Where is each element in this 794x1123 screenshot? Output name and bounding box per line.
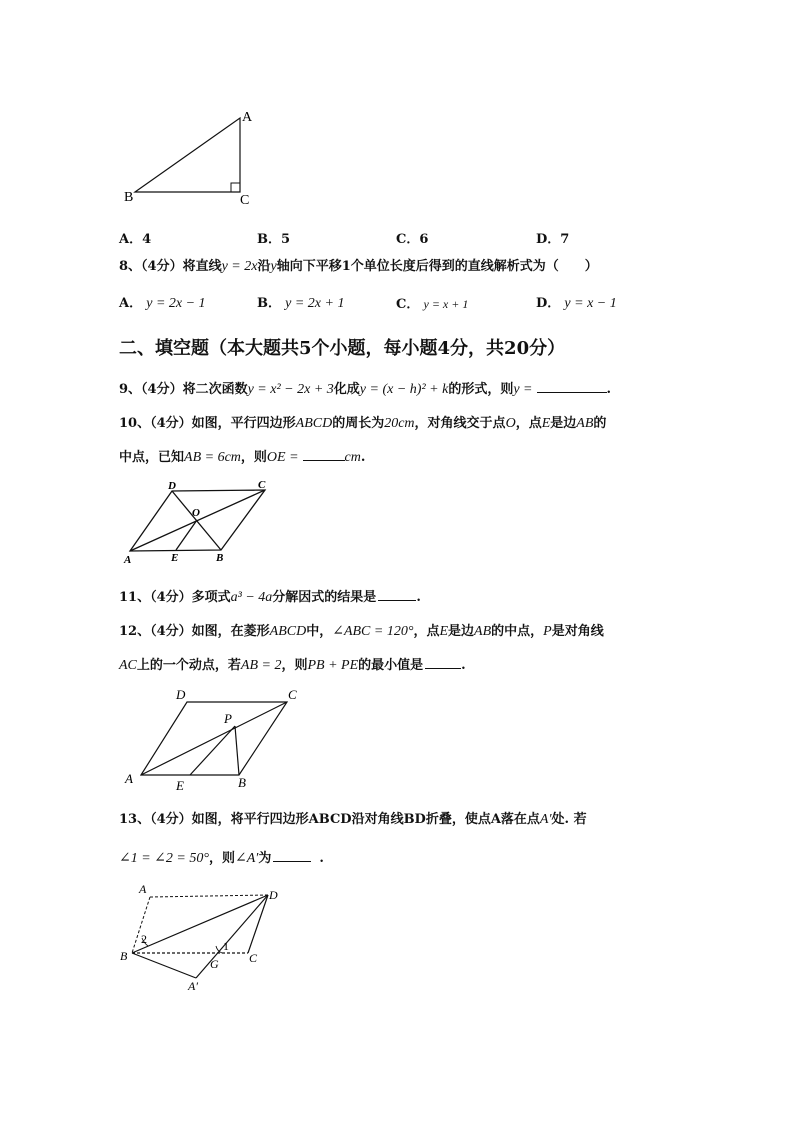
section-2-title: 二、填空题（本大题共5个小题，每小题4分，共20分） bbox=[119, 338, 566, 359]
rhombus-figure-q12 bbox=[120, 686, 310, 794]
q8-var: y bbox=[270, 259, 277, 274]
angle-label-2: 2 bbox=[141, 932, 147, 946]
q13-answer-blank[interactable] bbox=[273, 847, 311, 862]
vertex-label-b: B bbox=[124, 190, 134, 205]
q7-option-d: D．7 bbox=[536, 232, 570, 247]
vertex-label-a: A bbox=[124, 554, 132, 566]
q8-option-b: B． y = 2x + 1 bbox=[257, 296, 345, 311]
point-label-p: P bbox=[224, 711, 232, 726]
angle-label-1: 1 bbox=[223, 939, 229, 953]
q8-num: 8、（4分）将直线 bbox=[119, 259, 222, 274]
vertex-label-a: A bbox=[139, 882, 147, 896]
vertex-label-c: C bbox=[240, 193, 250, 208]
vertex-label-d: D bbox=[269, 888, 278, 902]
q7-option-c: C．6 bbox=[396, 232, 429, 247]
q8-option-c: C． y = x + 1 bbox=[396, 297, 469, 312]
vertex-label-a: A bbox=[125, 771, 133, 786]
question-11: 11、（4分）多项式a³ − 4a分解因式的结果是 . bbox=[119, 586, 421, 607]
point-label-e: E bbox=[176, 778, 184, 793]
point-label-e: E bbox=[171, 552, 179, 564]
q9-answer-blank[interactable] bbox=[537, 378, 607, 393]
question-13-line1: 13、（4分）如图，将平行四边形ABCD沿对角线BD折叠，使点A落在点A′处. 若 bbox=[119, 812, 587, 827]
q10-answer-blank[interactable] bbox=[303, 446, 345, 461]
q11-answer-blank[interactable] bbox=[378, 586, 416, 601]
vertex-label-a: A bbox=[242, 110, 253, 125]
question-8-stem bbox=[119, 258, 598, 276]
question-10-line1: 10、（4分）如图，平行四边形ABCD的周长为20cm，对角线交于点O，点E是边AB的 bbox=[119, 416, 607, 431]
vertex-label-c: C bbox=[288, 687, 297, 702]
q8-rest: 轴向下平移1个单位长度后得到的直线解析式为（ ） bbox=[276, 259, 598, 274]
question-13-line2: ∠1 = ∠2 = 50°，则∠A′为 . bbox=[119, 847, 324, 868]
point-label-g: G bbox=[210, 957, 219, 971]
question-12-line2: AC上的一个动点，若AB = 2，则PB + PE的最小值是 . bbox=[119, 654, 466, 675]
q7-option-a: A．4 bbox=[119, 232, 152, 247]
question-9: 9、（4分）将二次函数y = x² − 2x + 3化成y = (x − h)² + k的形式，则y = . bbox=[119, 378, 611, 399]
q12-answer-blank[interactable] bbox=[425, 654, 461, 669]
vertex-label-a-prime: A′ bbox=[188, 979, 198, 992]
vertex-label-b: B bbox=[120, 949, 128, 963]
folded-parallelogram-figure-q13 bbox=[118, 880, 290, 992]
vertex-label-d: D bbox=[176, 687, 186, 702]
q8-mid: 沿 bbox=[257, 259, 271, 274]
q8-option-d: D． y = x − 1 bbox=[536, 296, 617, 311]
vertex-label-c: C bbox=[258, 479, 266, 491]
question-12-line1: 12、（4分）如图，在菱形ABCD中，∠ABC = 120°，点E是边AB的中点，P是对角线 bbox=[119, 624, 604, 639]
q7-option-b: B．5 bbox=[257, 232, 291, 247]
vertex-label-c: C bbox=[249, 951, 258, 965]
parallelogram-figure-q10 bbox=[120, 478, 280, 566]
question-10-line2: 中点，已知AB = 6cm，则OE = cm. bbox=[119, 446, 365, 467]
q8-eq: y = 2x bbox=[221, 259, 258, 274]
point-label-o: O bbox=[192, 507, 200, 519]
q8-option-a: A． y = 2x − 1 bbox=[119, 296, 206, 311]
vertex-label-d: D bbox=[168, 480, 176, 492]
vertex-label-b: B bbox=[238, 775, 246, 790]
right-triangle-figure bbox=[118, 106, 268, 210]
vertex-label-b: B bbox=[216, 552, 224, 564]
